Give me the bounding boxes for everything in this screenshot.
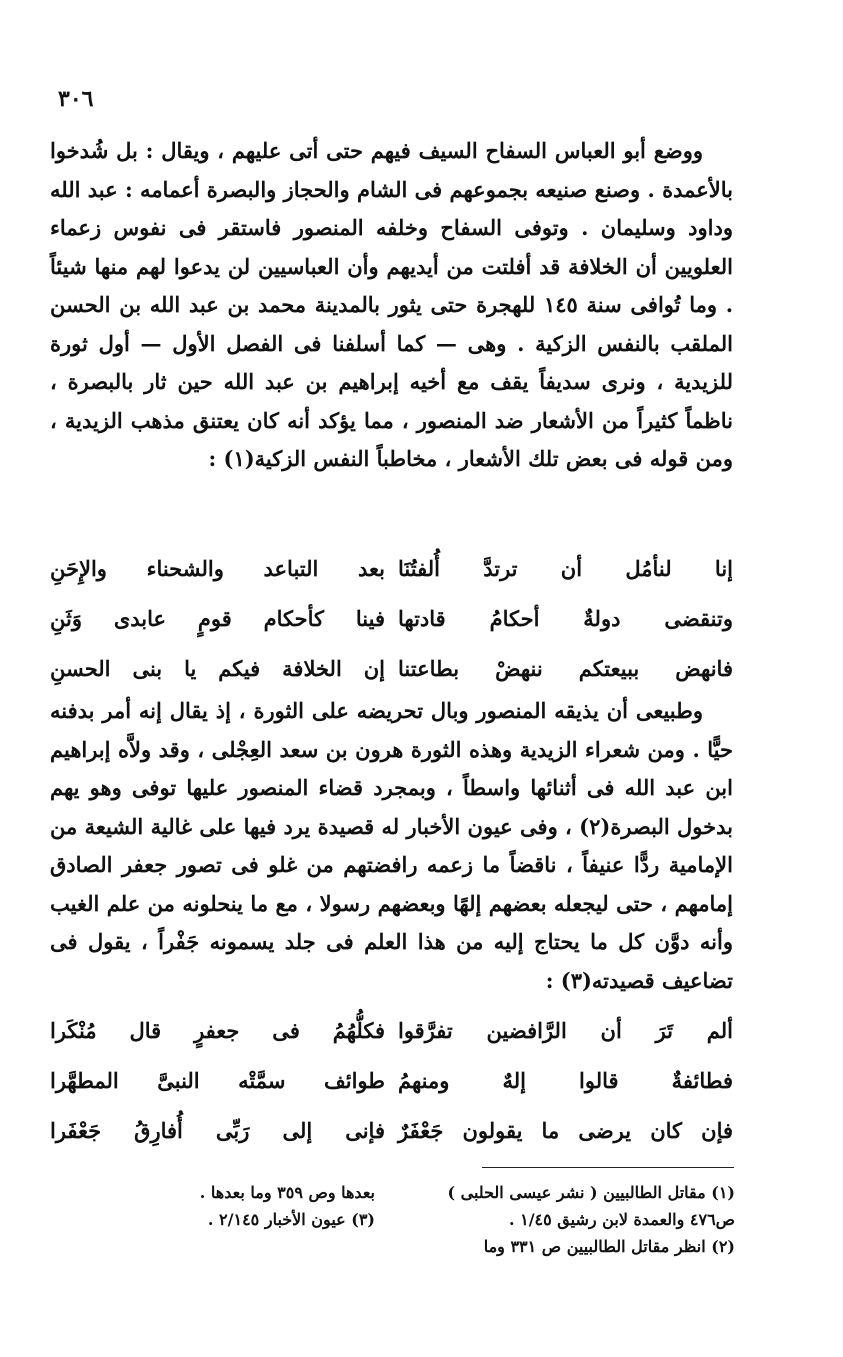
verse-second-hemistich: فينا كأحكام قومٍ عابدى وَثَنِ [50, 605, 385, 631]
verse-second-hemistich: فإنى إلى رَبِّى أُفارِقُ جَعْفَرا [50, 1117, 385, 1143]
footnote-separator [482, 1167, 734, 1168]
footnote-line: (١) مقاتل الطالبيين ( نشر عيسى الحلبى ) [447, 1183, 735, 1202]
verse [50, 1105, 733, 1155]
verse-first-hemistich: فانهض ببيعتكم ننهضْ بطاعتنا [398, 655, 733, 681]
page-number: ٣٠٦ [58, 86, 94, 112]
verse-first-hemistich: فإن كان يرضى ما يقولون جَعْفَرٌ [398, 1117, 733, 1143]
footnote-line: (٢) انظر مقاتل الطالبيين ص ٣٣١ وما [483, 1237, 735, 1256]
verse-second-hemistich: فكلُّهُمُ فى جعفرٍ قال مُنْكَرا [50, 1017, 385, 1043]
footnote-line: ص٤٧٦ والعمدة لابن رشيق ١/٤٥ . [508, 1210, 735, 1229]
paragraph-1: ووضع أبو العباس السفاح السيف فيهم حتى أتى عليهم ، ويقال : بل شُدخوا بالأعمدة . وصنع صنيعه بجموعهم فى الشام والحجاز والبصرة أعمامه : عبد الله وداود وسليمان . وتوفى السفاح وخلفه المنصور فاستقر فى نفوس زعماء العلويين أن الخلافة قد أفلتت من أيديهم وأن العباسيين لن يدعوا لهم منها شيئاً . وما تُوافى سنة ١٤٥ للهجرة حتى يثور بالمدينة محمد بن عبد الله بن الحسن الملقب بالنفس الزكية . وهى — كما أسلفنا فى الفصل الأول — أول ثورة للزيدية ، ونرى سديفاً يقف مع أخيه إبراهيم بن عبد الله حين ثار بالبصرة ، ناظماً كثيراً من الأشعار ضد المنصور ، مما يؤكد أنه كان يعتنق مذهب الزيدية ، ومن قوله فى بعض تلك الأشعار ، مخاطباً النفس الزكية(١) : [50, 138, 734, 471]
footnote-line: بعدها وص ٣٥٩ وما بعدها . [199, 1183, 375, 1202]
footnote-line: (٣) عيون الأخبار ٢/١٤٥ . [207, 1210, 375, 1229]
poem-2 [50, 1005, 733, 1155]
verse-second-hemistich: بعد التباعد والشحناء والإِحَنِ [50, 555, 385, 581]
verse-first-hemistich: وتنقضى دولةٌ أحكامُ قادتها [398, 605, 733, 631]
paragraph-2-block [50, 692, 733, 1000]
verse-second-hemistich: طوائف سمَّتْه النبىَّ المطهَّرا [50, 1067, 385, 1093]
poem-1 [50, 543, 733, 693]
paragraph-2: وطبيعى أن يذيقه المنصور وبال تحريضه على الثورة ، إذ يقال إنه أمر بدفنه حيًّا . ومن شعراء الزيدية وهذه الثورة هرون بن سعد العِجْلى ، وقد ولاَّه إبراهيم ابن عبد الله فى أثنائها واسطاً ، وبمجرد قضاء المنصور عليها توفى وهو يهم بدخول البصرة(٢) ، وفى عيون الأخبار له قصيدة يرد فيها على غالية الشيعة من الإمامية ردًّا عنيفاً ، ناقضاً ما زعمه رافضتهم من غلو فى تصور جعفر الصادق إمامهم ، حتى ليجعله بعضهم إلهًا وبعضهم رسولا ، مع ما ينحلونه من علم الغيب وأنه دوَّن كل ما يحتاج إليه من هذا العلم فى جلد يسمونه جَفْراً ، يقول فى تضاعيف قصيدته(٣) : [50, 698, 733, 993]
paragraph-1-block [50, 132, 733, 479]
verse-first-hemistich: فطائفةٌ قالوا إلهٌ ومنهمُ [398, 1067, 733, 1093]
footnotes-left-column [200, 1179, 375, 1233]
verse [50, 593, 733, 643]
verse-first-hemistich: ألم تَرَ أن الرَّافضين تفرَّقوا [398, 1017, 733, 1043]
verse-first-hemistich: إنا لنأمُل أن ترتدَّ أُلفتُنَا [398, 555, 733, 581]
verse [50, 543, 733, 593]
footnotes-right-column [448, 1179, 736, 1260]
verse [50, 643, 733, 693]
verse [50, 1005, 733, 1055]
verse-second-hemistich: إن الخلافة فيكم يا بنى الحسنِ [50, 655, 385, 681]
verse [50, 1055, 733, 1105]
